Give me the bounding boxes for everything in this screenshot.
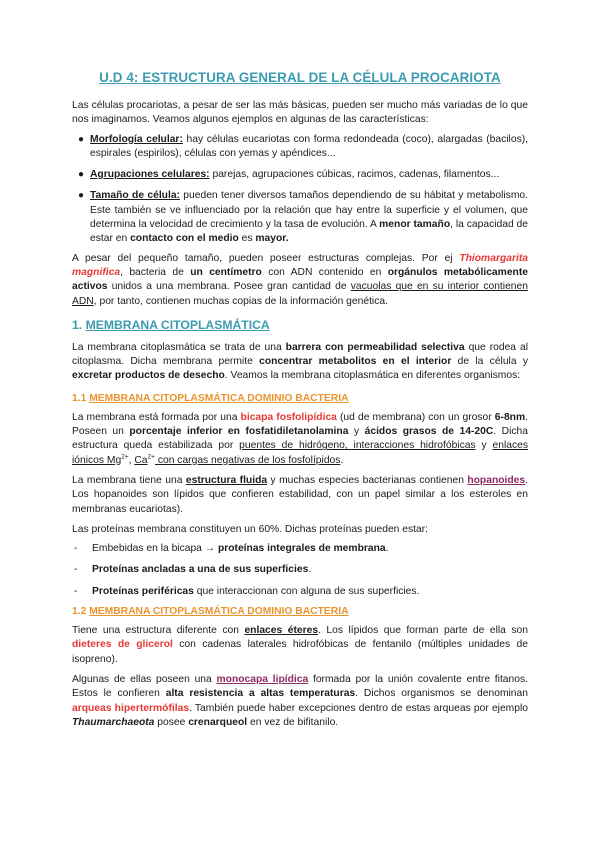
bullet-label: Morfología celular: xyxy=(90,133,183,145)
bullet-text: , la capacidad de estar en xyxy=(90,219,529,245)
bullet-text: hay células eucariotas con forma redondeada (coco), alargadas (bacilos), espirales (espirilos), células con yemas y apéndices... xyxy=(90,133,529,159)
page-title: U.D 4: ESTRUCTURA GENERAL DE LA CÉLULA PROCARIOTA xyxy=(99,70,501,85)
bold-text: mayor. xyxy=(255,233,289,245)
intro-paragraph: Las células procariotas, a pesar de ser las más básicas, pueden ser mucho más variadas de lo que nos imaginamos. Veamos algunos ejemplos en algunas de las características: xyxy=(72,100,528,126)
section-1-1-heading: 1.1 MEMBRANA CITOPLASMÁTICA DOMINIO BACTERIA xyxy=(72,392,349,404)
bold-text: contacto con el medio xyxy=(130,233,239,245)
species-name: Thiomargarita magnifica xyxy=(72,252,528,278)
section-1-2-heading: 1.2 MEMBRANA CITOPLASMÁTICA DOMINIO BACTERIA xyxy=(72,606,349,618)
bullet-icon: ● xyxy=(78,169,85,181)
bold-text: menor tamaño xyxy=(379,219,451,231)
bullet-text: pueden tener diversos tamaños dependiendo de su hábitat y metabolismo. Este también se ve influenciado por la relación que hay entre la superficie y el volumen, que determina la velocidad de crecimiento y la tasa de evolución. A xyxy=(90,190,528,231)
bullet-label: Tamaño de célula: xyxy=(90,190,180,202)
section-1-heading: 1. MEMBRANA CITOPLASMÁTICA xyxy=(72,317,270,332)
section-1-1-paragraph-3: Las proteínas membrana constituyen un 60%. Dichas proteínas pueden estar: xyxy=(72,523,429,535)
thiomargarita-paragraph: A pesar del pequeño tamaño, pueden poseer estructuras complejas. Por ej Thiomargarita magnifica, bacteria de un centímetro con ADN contenido en orgánulos metabólicamente activos unidos a una membrana. Posee gran cantidad de vacuolas que en su interior contienen ADN, por tanto, contienen muchas copias de la información genética. xyxy=(72,252,528,307)
dash-icon: - xyxy=(74,543,78,555)
bullet-label: Agrupaciones celulares: xyxy=(90,169,210,181)
list-item xyxy=(78,168,528,182)
bullet-text: parejas, agrupaciones cúbicas, racimos, cadenas, filamentos... xyxy=(209,169,500,181)
list-item: - Proteínas ancladas a una de sus superficies. xyxy=(92,563,528,577)
list-item xyxy=(78,133,529,162)
dash-icon: - xyxy=(74,585,78,597)
characteristics-list xyxy=(72,133,528,247)
list-item: - Proteínas periféricas que interaccionan con alguna de sus superficies. xyxy=(92,585,528,599)
list-item xyxy=(78,189,529,246)
section-1-1-paragraph-2: La membrana tiene una estructura fluida y muchas especies bacterianas contienen hopanoides. Los hopanoides son lípidos que confieren estabilidad, con un papel similar a los esteroles en membranas eucariotas). xyxy=(72,474,528,515)
dash-icon: - xyxy=(74,564,78,576)
section-1-1-paragraph-1: La membrana está formada por una bicapa fosfolipídica (ud de membrana) con un grosor 6-8nm. Poseen un porcentaje inferior en fosfatidiletanolamina y ácidos grasos de 14-20C. Dicha estructura queda estabilizada por puentes de hidrógeno, interacciones hidrofóbicas y enlaces iónicos $Mg^{2+}$, $Ca^{2+}$ con cargas negativas de los fosfolípidos. xyxy=(72,411,528,466)
bullet-text: es xyxy=(238,233,256,245)
proteins-list xyxy=(72,542,528,599)
section-1-paragraph: La membrana citoplasmática se trata de una barrera con permeabilidad selectiva que rodea al citoplasma. Dicha membrana permite concentrar metabolitos en el interior de la célula y excretar productos de desecho. Veamos la membrana citoplasmática en diferentes organismos: xyxy=(72,341,529,382)
list-item: - Embebidas en la bicapa → proteínas integrales de membrana. xyxy=(92,542,528,556)
section-1-2-paragraph-1: Tiene una estructura diferente con enlaces éteres. Los lípidos que forman parte de ella son dieteres de glicerol con cadenas laterales hidrofóbicas de fentanilo (múltiples unidades de isopreno). xyxy=(72,625,528,665)
section-1-2-paragraph-2: Algunas de ellas poseen una monocapa lipídica formada por la unión covalente entre fitanos. Estos le confieren alta resistencia a altas temperaturas. Dichos organismos se denominan arqueas hipertermófilas. También puede haber excepciones dentro de estas arqueas por ejemplo Thaumarchaeota posee crenarqueol en vez de bifitanilo. xyxy=(72,673,528,728)
bullet-icon: ● xyxy=(78,190,85,202)
bullet-icon: ● xyxy=(78,133,85,145)
